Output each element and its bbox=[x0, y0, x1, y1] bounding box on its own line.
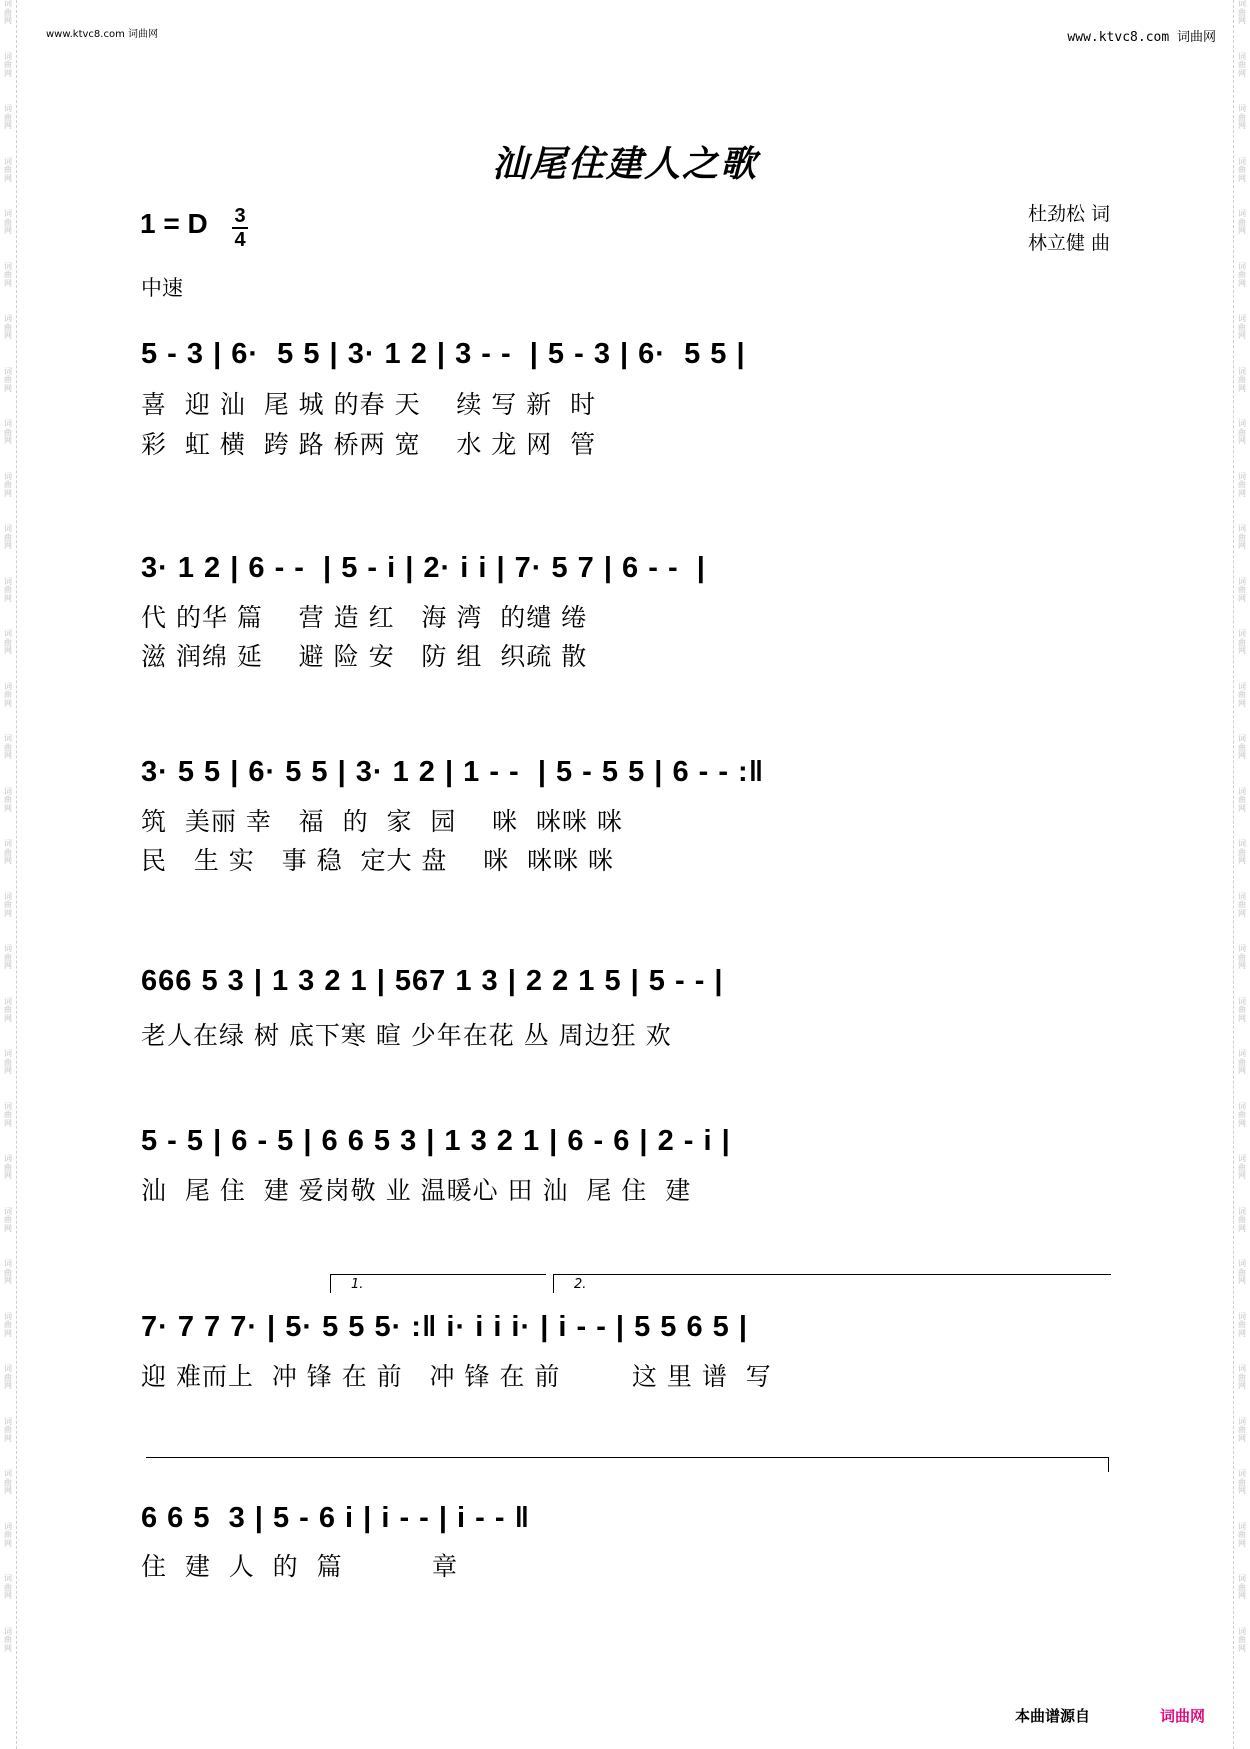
side-watermark-text: 词 曲 网 bbox=[4, 734, 12, 760]
side-watermark-text: 词 曲 网 bbox=[4, 1626, 12, 1653]
side-watermark-text: 词 曲 网 bbox=[4, 681, 12, 708]
watermark-top-left: www.ktvc8.com 词曲网 bbox=[46, 29, 159, 40]
side-watermark-text: 词 曲 网 bbox=[4, 209, 12, 235]
side-watermark-text: 词 曲 网 bbox=[4, 1101, 12, 1128]
side-watermark-text: 词 曲 网 bbox=[1238, 891, 1246, 918]
left-watermark-strip bbox=[0, 0, 17, 1749]
side-watermark-text: 词 曲 网 bbox=[4, 261, 12, 288]
side-watermark-text: 词 曲 网 bbox=[1238, 576, 1246, 603]
side-watermark-text: 词 曲 网 bbox=[4, 471, 12, 498]
side-watermark-text: 词 曲 网 bbox=[1238, 1626, 1246, 1653]
side-watermark-text: 词 曲 网 bbox=[1238, 1259, 1246, 1285]
side-watermark-text: 词 曲 网 bbox=[4, 1416, 12, 1443]
watermark-top-right: www.ktvc8.com 词曲网 bbox=[1067, 30, 1216, 45]
side-watermark-text: 词 曲 网 bbox=[4, 419, 12, 445]
notation-row-6: 7· 7 7 7· | 5· 5 5 5· :‖ i· i i i· | i - - | 5 5 6 5 | bbox=[141, 1311, 748, 1343]
side-watermark-text: 词 曲 网 bbox=[1238, 104, 1246, 130]
side-watermark-text: 词 曲 网 bbox=[1238, 1574, 1246, 1600]
side-watermark-text: 词 曲 网 bbox=[1238, 261, 1246, 288]
side-watermark-text: 词 曲 网 bbox=[1238, 786, 1246, 813]
side-watermark-text: 词 曲 网 bbox=[1238, 209, 1246, 235]
side-watermark-text: 词 曲 网 bbox=[4, 1049, 12, 1075]
side-watermark-text: 词 曲 网 bbox=[1238, 1416, 1246, 1443]
notation-row-2: 3· 1 2 | 6 - - | 5 - i | 2· i i | 7· 5 7 | 6 - - | bbox=[141, 552, 706, 584]
volta-ending-1 bbox=[330, 1274, 546, 1293]
side-watermark-text: 词 曲 网 bbox=[1238, 1154, 1246, 1180]
volta-1-label: 1. bbox=[351, 1277, 364, 1292]
notation-row-4: 666 5 3 | 1 3 2 1 | 567 1 3 | 2 2 1 5 | 5 - - | bbox=[141, 965, 724, 997]
side-watermark-text: 词 曲 网 bbox=[4, 944, 12, 970]
side-watermark-text: 词 曲 网 bbox=[4, 1469, 12, 1495]
footer-source-label: 本曲谱源自 bbox=[1015, 1707, 1091, 1725]
side-watermark-text: 词 曲 网 bbox=[1238, 681, 1246, 708]
side-watermark-text: 词 曲 网 bbox=[1238, 629, 1246, 655]
notation-row-3: 3· 5 5 | 6· 5 5 | 3· 1 2 | 1 - - | 5 - 5 5 | 6 - - :‖ bbox=[141, 756, 765, 788]
lyric-row-2-verse-1: 代 的华 篇 营 造 红 海 湾 的缱 绻 bbox=[141, 603, 588, 632]
lyric-row-4: 老人在绿 树 底下寒 暄 少年在花 丛 周边狂 欢 bbox=[141, 1021, 672, 1050]
side-watermark-text: 词 曲 网 bbox=[4, 1521, 12, 1548]
notation-row-7: 6 6 5 3 | 5 - 6 i | i - - | i - - ‖ bbox=[141, 1502, 531, 1534]
side-watermark-text: 词 曲 网 bbox=[4, 1574, 12, 1600]
side-watermark-text: 词 曲 网 bbox=[1238, 471, 1246, 498]
side-watermark-text: 词 曲 网 bbox=[1238, 314, 1246, 340]
side-watermark-text: 词 曲 网 bbox=[4, 629, 12, 655]
side-watermark-text: 词 曲 网 bbox=[1238, 524, 1246, 550]
lyric-row-2-verse-2: 滋 润绵 延 避 险 安 防 组 织疏 散 bbox=[141, 642, 588, 671]
side-watermark-text: 词 曲 网 bbox=[4, 891, 12, 918]
side-watermark-text: 词 曲 网 bbox=[1238, 366, 1246, 393]
tempo-marking: 中速 bbox=[141, 276, 183, 300]
side-watermark-text: 词 曲 网 bbox=[1238, 734, 1246, 760]
side-watermark-text: 词 曲 网 bbox=[4, 1259, 12, 1285]
time-signature bbox=[232, 206, 248, 250]
final-line-bracket bbox=[146, 1457, 1109, 1472]
side-watermark-text: 词 曲 网 bbox=[4, 314, 12, 340]
side-watermark-text: 词 曲 网 bbox=[4, 1311, 12, 1338]
side-watermark-text: 词 曲 网 bbox=[4, 104, 12, 130]
composer-credit: 林立健 曲 bbox=[1027, 232, 1110, 254]
side-watermark-text: 词 曲 网 bbox=[1238, 1049, 1246, 1075]
lyric-row-3-verse-2: 民 生 实 事 稳 定大 盘 咪 咪咪 咪 bbox=[141, 846, 615, 875]
notation-row-1: 5 - 3 | 6· 5 5 | 3· 1 2 | 3 - - | 5 - 3 | 6· 5 5 | bbox=[141, 338, 746, 370]
side-watermark-text: 词 曲 网 bbox=[4, 839, 12, 865]
side-watermark-text: 词 曲 网 bbox=[4, 996, 12, 1023]
side-watermark-text: 词 曲 网 bbox=[1238, 839, 1246, 865]
side-watermark-text: 词 曲 网 bbox=[1238, 1101, 1246, 1128]
lyric-row-5: 汕 尾 住 建 爱岗敬 业 温暖心 田 汕 尾 住 建 bbox=[141, 1176, 692, 1205]
notation-row-5: 5 - 5 | 6 - 5 | 6 6 5 3 | 1 3 2 1 | 6 - 6 | 2 - i | bbox=[141, 1125, 731, 1157]
side-watermark-text: 词 曲 网 bbox=[1238, 1206, 1246, 1233]
lyric-row-6: 迎 难而上 冲 锋 在 前 冲 锋 在 前 这 里 谱 写 bbox=[141, 1362, 772, 1391]
side-watermark-text: 词 曲 网 bbox=[1238, 1469, 1246, 1495]
side-watermark-text: 词 曲 网 bbox=[1238, 1521, 1246, 1548]
side-watermark-text: 词 曲 网 bbox=[4, 0, 12, 25]
credits bbox=[1028, 200, 1110, 258]
volta-2-label: 2. bbox=[574, 1277, 587, 1292]
side-watermark-text: 词 曲 网 bbox=[1238, 1311, 1246, 1338]
lyricist-credit: 杜劲松 词 bbox=[1027, 203, 1110, 225]
footer-brand: 词曲网 bbox=[1160, 1707, 1206, 1725]
side-watermark-text: 词 曲 网 bbox=[4, 786, 12, 813]
song-title: 汕尾住建人之歌 bbox=[491, 143, 758, 185]
side-watermark-text: 词 曲 网 bbox=[4, 51, 12, 78]
side-watermark-text: 词 曲 网 bbox=[1238, 419, 1246, 445]
time-signature-bottom: 4 bbox=[234, 229, 246, 251]
lyric-row-7: 住 建 人 的 篇 章 bbox=[141, 1552, 459, 1581]
side-watermark-text: 词 曲 网 bbox=[4, 366, 12, 393]
side-watermark-text: 词 曲 网 bbox=[4, 524, 12, 550]
lyric-row-1-verse-2: 彩 虹 横 跨 路 桥两 宽 水 龙 网 管 bbox=[141, 430, 597, 459]
side-watermark-text: 词 曲 网 bbox=[1238, 996, 1246, 1023]
side-watermark-text: 词 曲 网 bbox=[1238, 1364, 1246, 1390]
right-watermark-strip bbox=[1233, 0, 1250, 1749]
side-watermark-text: 词 曲 网 bbox=[4, 156, 12, 183]
key-signature: 1 = D bbox=[140, 208, 208, 239]
side-watermark-text: 词 曲 网 bbox=[1238, 944, 1246, 970]
lyric-row-3-verse-1: 筑 美丽 幸 福 的 家 园 咪 咪咪 咪 bbox=[141, 807, 623, 836]
time-signature-top: 3 bbox=[234, 205, 246, 227]
side-watermark-text: 词 曲 网 bbox=[4, 1364, 12, 1390]
lyric-row-1-verse-1: 喜 迎 汕 尾 城 的春 天 续 写 新 时 bbox=[141, 390, 597, 419]
side-watermark-text: 词 曲 网 bbox=[4, 576, 12, 603]
side-watermark-text: 词 曲 网 bbox=[1238, 0, 1246, 25]
side-watermark-text: 词 曲 网 bbox=[4, 1154, 12, 1180]
side-watermark-text: 词 曲 网 bbox=[4, 1206, 12, 1233]
volta-ending-2 bbox=[553, 1274, 1111, 1293]
side-watermark-text: 词 曲 网 bbox=[1238, 156, 1246, 183]
side-watermark-text: 词 曲 网 bbox=[1238, 51, 1246, 78]
